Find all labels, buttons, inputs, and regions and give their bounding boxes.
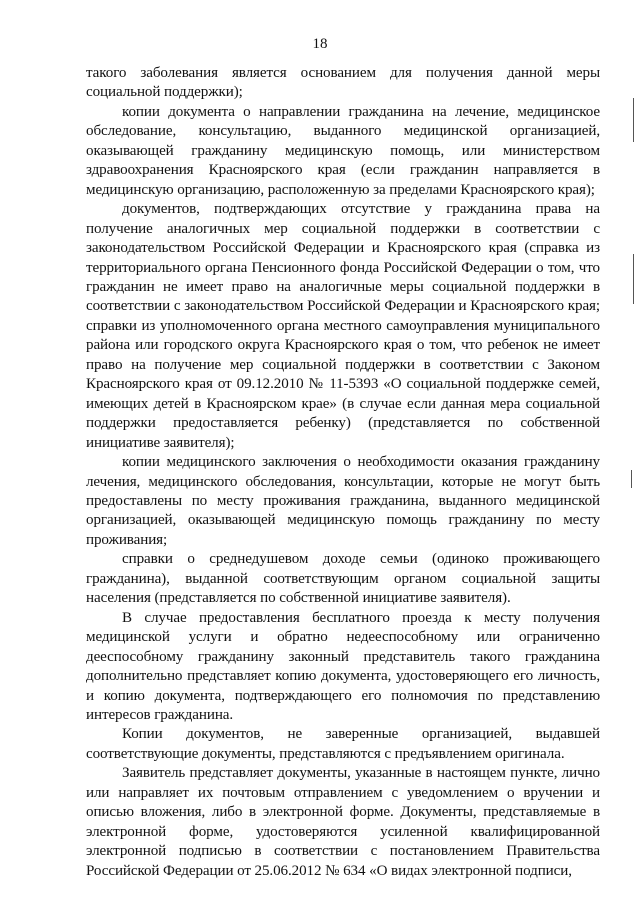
paragraph-referral-copy: копии документа о направлении гражданина на лечение, медицинское обследование, консультацию, выданного медицинской организацией, оказывающей гражданину медицинскую помощь, или министерством здравоохранения Красноярского края (если гражданин направляется в медицинскую организацию, расположенную за пределами Красноярского края);: [86, 103, 600, 198]
paragraph-continuation: такого заболевания является основанием для получения данной меры социальной поддержки);: [86, 65, 600, 101]
paragraph-absence-of-rights: документов, подтверждающих отсутствие у гражданина права на получение аналогичных мер социальной поддержки в соответствии с законодательством Российской Федерации и Красноярского края (справка из территориального органа Пенсионного фонда Российской Федерации о том, что гражданин не имеет право на аналогичные меры социальной поддержки в соответствии с законодательством Российской Федерации и Красноярского края; справки из уполномоченного органа местного самоуправления муниципального района или городского округа Красноярского края о том, что ребенок не имеет право на получение мер социальной поддержки в соответствии с Законом Красноярского края от 09.12.2010 № 11-5393 «О социальной поддержке семей, имеющих детей в Красноярском крае» (в случае если данная мера социальной поддержки предоставляется ребенку) (представляется по собственной инициативе заявителя);: [86, 201, 600, 451]
scan-margin-mark: [631, 470, 632, 488]
page-number: 18: [312, 36, 328, 52]
paragraph-submission-methods: Заявитель представляет документы, указанные в настоящем пункте, лично или направляет их почтовым отправлением с уведомлением о вручении и описью вложения, либо в электронной форме. Документы, представляемые в электронной форме, удостоверяются усиленной квалифицированной электронной подписью в соответствии с постановлением Правительства Российской Федерации от 25.06.2012 № 634 «О видах электронной подписи,: [86, 765, 600, 879]
document-body: [86, 64, 600, 881]
scan-margin-mark: [633, 254, 634, 304]
scan-margin-mark: [633, 98, 634, 142]
paragraph-income-certificate: справки о среднедушевом доходе семьи (одиноко проживающего гражданина), выданной соответствующим органом социальной защиты населения (представляется по собственной инициативе заявителя).: [86, 551, 600, 607]
paragraph-unverified-copies: Копии документов, не заверенные организацией, выдавшей соответствующие документы, представляются с предъявлением оригинала.: [86, 726, 600, 762]
paragraph-medical-conclusion: копии медицинского заключения о необходимости оказания гражданину лечения, медицинского обследования, консультации, которые не могут быть предоставлены по месту проживания гражданина, выданного медицинской организацией, оказывающей медицинскую помощь гражданину по месту проживания;: [86, 454, 600, 548]
paragraph-legal-representative: В случае предоставления бесплатного проезда к месту получения медицинской услуги и обратно недееспособному или ограниченно дееспособному гражданину законный представитель такого гражданина дополнительно представляет копию документа, удостоверяющего его личность, и копию документа, подтверждающего его полномочия по представлению интересов гражданина.: [86, 609, 600, 723]
